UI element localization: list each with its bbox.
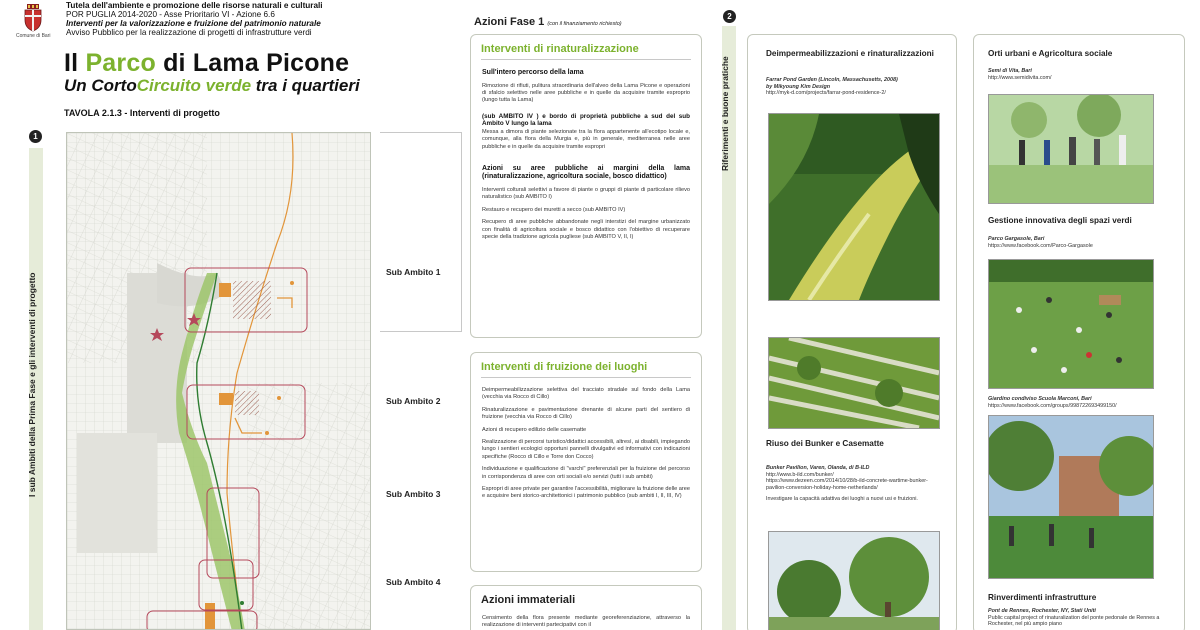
section-number-badge: 2: [723, 10, 736, 23]
right-section-label: Riferimenti e buone pratiche: [720, 56, 730, 171]
reference-caption: Farrar Pond Garden (Lincoln, Massachusetts, 2008) by Mikyoung Kim Design http://myk-d.com/projects/farrar-pond-residence-2/: [766, 77, 898, 97]
header-line-1: Tutela dell'ambiente e promozione delle risorse naturali e culturali: [66, 1, 323, 10]
paragraph: Recupero di aree pubbliche abbandonate negli interstizi del margine urbanizzato con finalità di agricoltura sociale e bosco didattico con l'obiettivo di recuperare specie della tradizione agricola pugliese (sub AMBITO V, II, I): [482, 219, 690, 240]
sub-ambito-3-label: Sub Ambito 3: [386, 489, 441, 499]
paragraph: Censimento della flora presente mediante georeferenziazione, attraverso la realizzazione di interventi partecipativi con il: [482, 615, 690, 629]
reference-caption: Giardino condiviso Scuola Marconi, Bari https://www.facebook.com/groups/998722693499150/: [988, 396, 1117, 409]
crest-label: Comune di Bari: [16, 33, 51, 39]
table-label: TAVOLA 2.1.3 - Interventi di progetto: [64, 108, 220, 118]
project-header: [66, 1, 386, 37]
header-line-3: Interventi per la valorizzazione e fruizione del patrimonio naturale: [66, 19, 321, 28]
section-heading: Sull'intero percorso della lama: [482, 69, 584, 76]
paragraph: Rimozione di rifiuti, pulitura straordinaria dell'alveo della Lama Picone e operazioni di sfalcio selettivo nelle aree pubbliche e in quelle da acquisire tramite esproprio (lungo tutta la Lama): [482, 82, 690, 104]
reference-card-2: [973, 34, 1185, 630]
paragraph: Restauro e recupero dei muretti a secco (sub AMBITO IV): [482, 206, 626, 213]
left-section-label: I sub Ambiti della Prima Fase e gli interventi di progetto: [27, 272, 37, 498]
card-immateriali: [470, 585, 702, 630]
sub-ambito-4-label: Sub Ambito 4: [386, 577, 441, 587]
header-line-4: Avviso Pubblico per la realizzazione di progetti di infrastrutture verdi: [66, 28, 312, 37]
photo-farrar-pond-garden: [768, 113, 940, 301]
paragraph: Interventi colturali selettivi a favore di piante o gruppi di piante di particolare rilievo naturalistico (sub AMBITO I): [482, 186, 690, 201]
paragraph: Rinaturalizzazione e pavimentazione drenante di alcune parti del sentiero di fruizione (vecchia via Rocco di Cillo): [482, 406, 690, 421]
card-rinaturalizzazione: [470, 34, 702, 338]
site-map-drawing: [67, 133, 371, 630]
reference-heading: Rinverdimenti infrastrutture: [988, 593, 1097, 602]
card-title: Interventi di fruizione dei luoghi: [481, 361, 648, 373]
photo-semi-di-vita: [988, 94, 1154, 204]
reference-heading: Gestione innovativa degli spazi verdi: [988, 216, 1132, 225]
photo-giardino-marconi: [988, 415, 1154, 579]
reference-caption: Semi di Vita, Bari http://www.semidivita.com/: [988, 68, 1052, 81]
section-number-badge: 1: [29, 130, 42, 143]
card-title: Azioni immateriali: [481, 594, 576, 606]
card-fruizione: [470, 352, 702, 572]
sub-ambito-bracket: [380, 132, 462, 332]
reference-heading: Deimpermeabilizzazioni e rinaturalizzazioni: [766, 49, 934, 58]
paragraph: Deimpermeabilizzazione selettiva del tracciato stradale sul fondo della Lama (vecchia via Rocco di Cillo): [482, 387, 690, 401]
page-title: Il Parco di Lama Picone: [64, 49, 350, 77]
section-subheading: (sub AMBITO IV ) e bordo di proprietà pubbliche a sud del sub Ambito V lungo la lama: [482, 112, 690, 128]
reference-card-1: [747, 34, 957, 630]
paragraph: Individuazione e qualificazione di "varchi" preferenziali per la fruizione del percorso in corrispondenza di aree con orti sociali e/o servizi (tutti i sub ambiti): [482, 466, 690, 480]
paragraph: Realizzazione di percorsi turistico/didattici accessibili, altresì, ai disabili, impiegando lungo i sentieri ecologici opportuni pannelli divulgativi ed informativi con indicazioni specifiche (Rocco di Cillo e Torre don Cocco): [482, 439, 690, 460]
photo-green-pavement: [768, 337, 940, 429]
photo-parco-gargasole: [988, 259, 1154, 389]
reference-heading: Riuso dei Bunker e Casematte: [766, 439, 884, 448]
paragraph: Messa a dimora di piante selezionate tra la flora appartenente all'ecotipo locale e, comunque, alla flora della Murgia e, più in generale, mediterranea nelle aree pubbliche e in quelle da acquisire tramite espropri: [482, 128, 690, 150]
reference-caption: Pont de Rennes, Rochester, NY, Stati Uniti Public capital project of rinaturalization del ponte pedonale de Rennes a Rochester, nel più ampio piano: [988, 608, 1160, 628]
reference-caption: Parco Gargasole, Bari https://www.facebook.com/Parco-Gargasole: [988, 236, 1093, 249]
paragraph: Azioni di recupero edilizio delle casematte: [482, 426, 587, 433]
photo-bunker-pavilion: [768, 531, 940, 630]
reference-heading: Orti urbani e Agricoltura sociale: [988, 49, 1113, 58]
city-crest-icon: [22, 4, 44, 32]
reference-caption: Bunker Pavilion, Varen, Olanda, di B-ILD http://www.b-ild.com/bunker/ https://www.dezeen.com/2014/10/28/b-ild-concrete-wartime-bunker-pavilion-conversion-holiday-home-netherlands/ Investigare la capacità adattiva dei luoghi a nuovi usi e fruizioni.: [766, 465, 928, 503]
sub-ambito-1-label: Sub Ambito 1: [386, 267, 441, 277]
card-title: Interventi di rinaturalizzazione: [481, 43, 639, 55]
page-subtitle: Un CortoCircuito verde tra i quartieri: [64, 76, 360, 95]
header-line-2: POR PUGLIA 2014-2020 - Asse Prioritario VI - Azione 6.6: [66, 10, 275, 19]
sub-ambito-2-label: Sub Ambito 2: [386, 396, 441, 406]
paragraph: Espropri di aree private per garantire l'accessibilità, migliorare la fruizione delle aree e acquisire beni storico-architettonici i patrimonio pubblico (sub ambiti I, II, III, IV): [482, 486, 690, 500]
site-map[interactable]: [66, 132, 371, 630]
section-heading: Azioni su aree pubbliche ai margini della lama (rinaturalizzazione, agricoltura sociale, bosco didattico): [482, 164, 690, 181]
azioni-heading: Azioni Fase 1 (con il finanziamento richiesto): [474, 16, 622, 28]
